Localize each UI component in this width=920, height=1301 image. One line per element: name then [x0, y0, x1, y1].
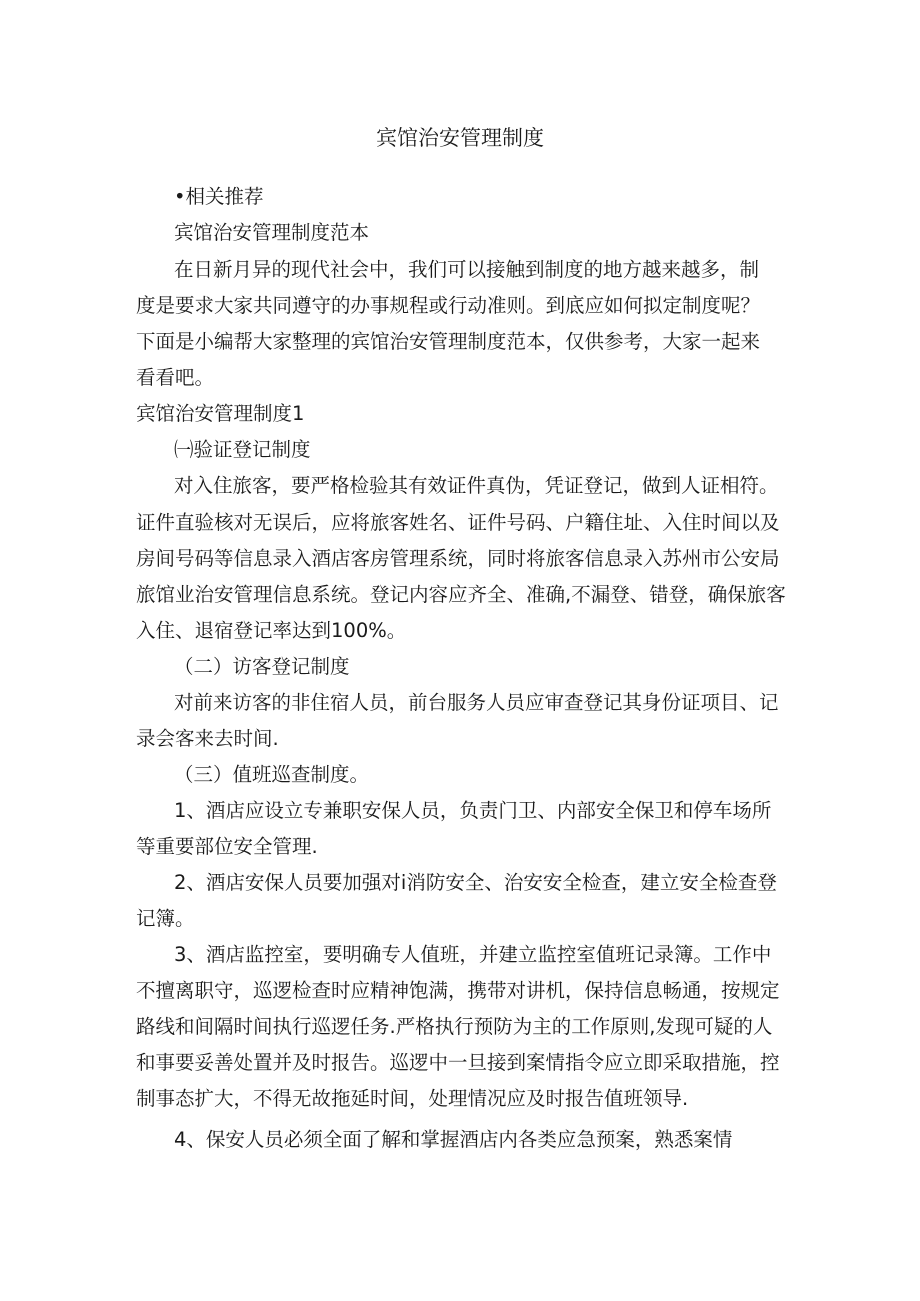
s1-line: 房间号码等信息录入酒店客房管理系统，同时将旅客信息录入苏州市公安局	[136, 547, 780, 570]
item1-line: 1、酒店应设立专兼职安保人员，负责门卫、内部安全保卫和停车场所	[174, 799, 772, 822]
item2-line: 记簿。	[136, 907, 195, 930]
item3-line: 和事要妥善处置并及时报告。巡逻中一旦接到案情指令应立即采取措施，控	[136, 1051, 780, 1074]
s2-line: 对前来访客的非住宿人员，前台服务人员应审查登记其身份证项目、记	[174, 691, 779, 714]
item2-line: 2、酒店安保人员要加强对i消防安全、治安安全检查，建立安全检查登	[174, 871, 777, 894]
intro-line: 度是要求大家共同遵守的办事规程或行动准则。到底应如何拟定制度呢？	[136, 294, 761, 317]
s1-line: 旅馆业治安管理信息系统。登记内容应齐全、准确,不漏登、错登，确保旅客	[136, 583, 786, 606]
item3-line: 3、酒店监控室，要明确专人值班，并建立监控室值班记录簿。工作中	[174, 943, 772, 966]
item3-line: 不擅离职守，巡逻检查时应精神饱满，携带对讲机，保持信息畅通，按规定	[136, 979, 780, 1002]
intro-line: 下面是小编帮大家整理的宾馆治安管理制度范本，仅供参考，大家一起来	[136, 330, 761, 353]
recommend-title: 宾馆治安管理制度范本	[174, 221, 370, 244]
item4-line: 4、保安人员必须全面了解和掌握酒店内各类应急预案，熟悉案情	[174, 1128, 733, 1151]
item3-line: 制事态扩大，不得无故拖延时间，处理情况应及时报告值班领导.	[136, 1087, 689, 1110]
document-title: 宾馆治安管理制度	[376, 126, 544, 150]
recommend-label: •相关推荐	[174, 185, 264, 208]
item1-line: 等重要部位安全管理.	[136, 835, 318, 858]
s1-heading: ㈠验证登记制度	[174, 438, 311, 461]
s2-line: 录会客来去时间.	[136, 727, 279, 750]
section-title: 宾馆治安管理制度1	[136, 402, 305, 425]
s1-line: 入住、退宿登记率达到100%。	[136, 619, 407, 642]
s3-heading: （三）值班巡查制度。	[174, 763, 370, 786]
intro-line: 看看吧。	[136, 366, 215, 389]
item3-line: 路线和间隔时间执行巡逻任务.严格执行预防为主的工作原则,发现可疑的人	[136, 1015, 773, 1038]
s1-line: 对入住旅客，要严格检验其有效证件真伪，凭证登记，做到人证相符。	[174, 474, 779, 497]
s2-heading: （二）访客登记制度	[174, 655, 350, 678]
intro-line: 在日新月异的现代社会中，我们可以接触到制度的地方越来越多，制	[174, 258, 760, 281]
s1-line: 证件直验核对无误后，应将旅客姓名、证件号码、户籍住址、入住时间以及	[136, 511, 780, 534]
